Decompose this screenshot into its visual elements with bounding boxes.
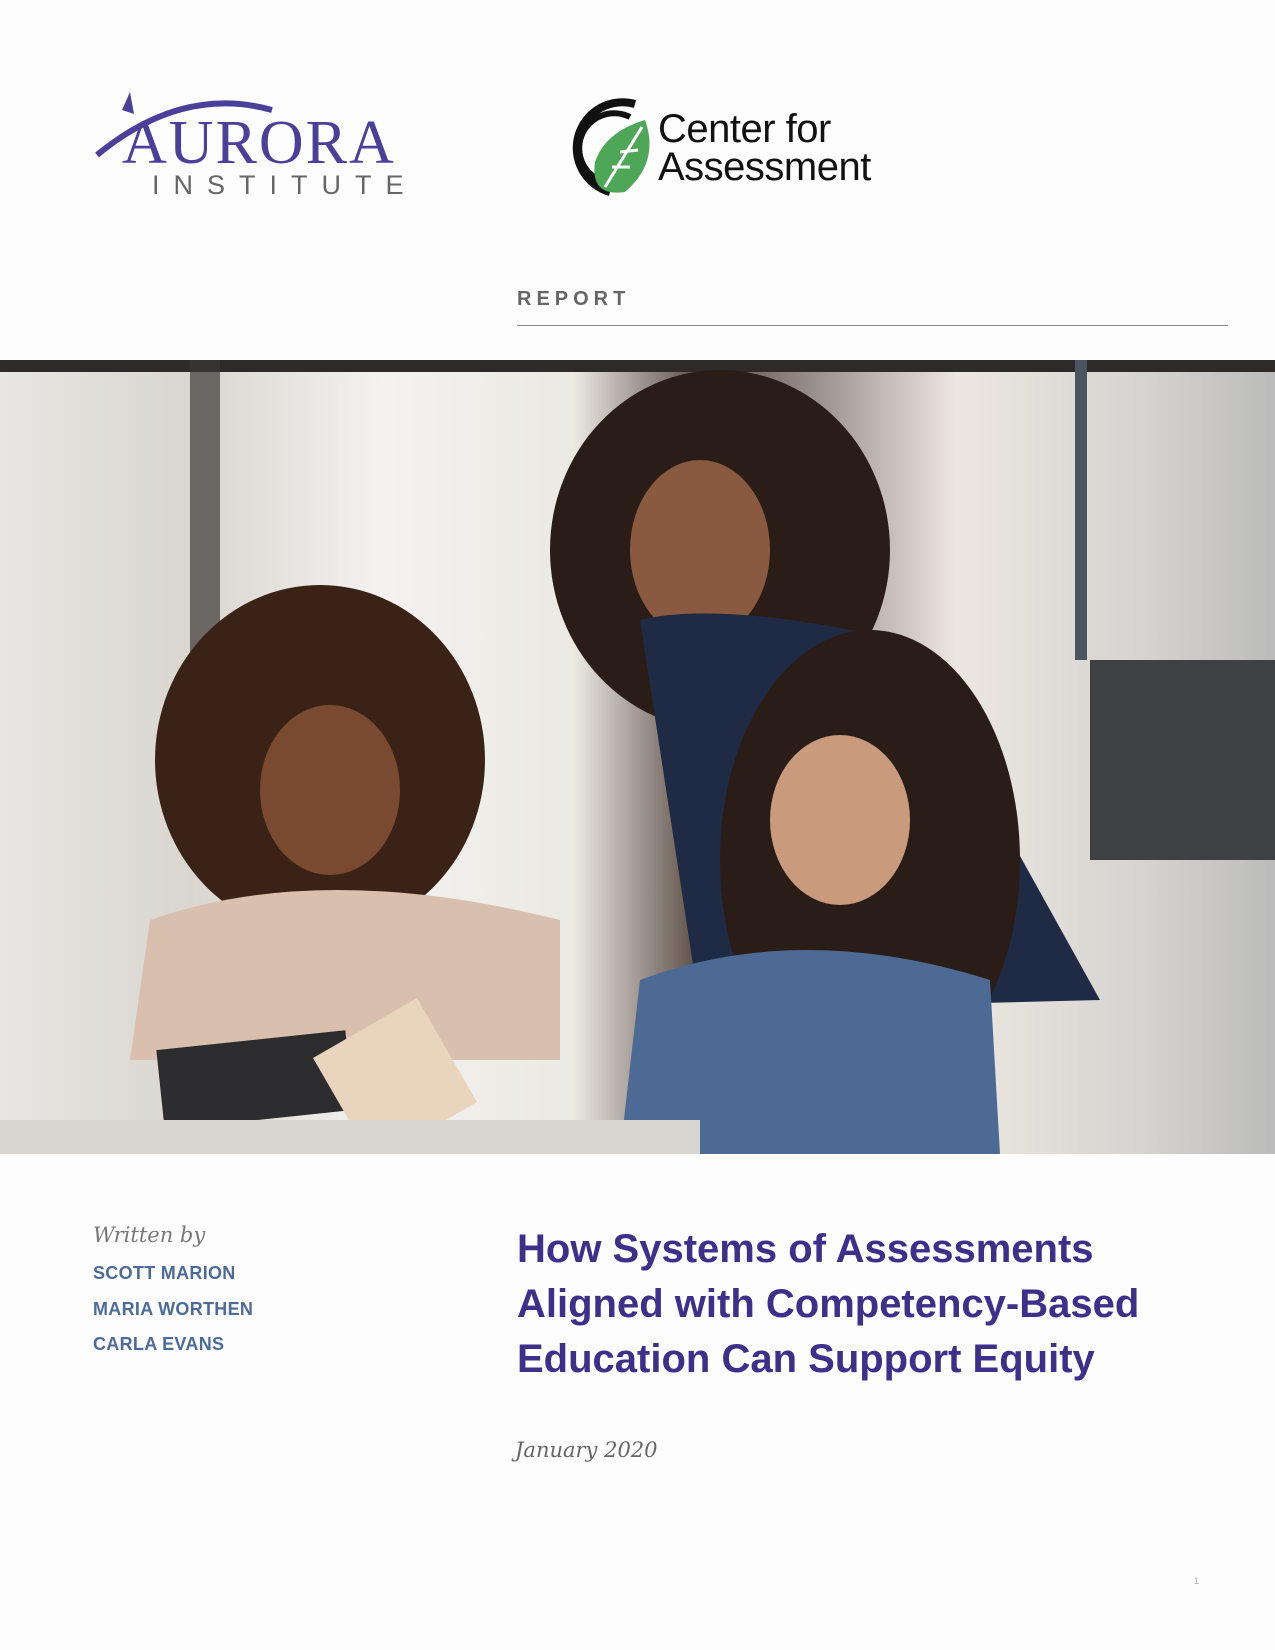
author-name: CARLA EVANS: [93, 1334, 225, 1354]
aurora-subtitle: INSTITUTE: [152, 170, 418, 200]
report-title: [517, 1222, 1217, 1387]
publication-date: January 2020: [515, 1438, 658, 1462]
report-label: REPORT: [517, 288, 631, 310]
author-name: MARIA WORTHEN: [93, 1299, 254, 1319]
cover-photo-classroom: [0, 360, 1275, 1154]
author-name: SCOTT MARION: [93, 1263, 236, 1283]
cfa-leaf-icon: [550, 92, 660, 202]
photo-illustration: [0, 360, 1275, 1154]
written-by-label: Written by: [93, 1223, 206, 1247]
title-line: How Systems of Assessments: [517, 1227, 1094, 1271]
page-number: 1: [1194, 1576, 1200, 1586]
report-divider: [517, 325, 1228, 326]
cfa-line1: Center for: [658, 107, 831, 151]
title-line: Education Can Support Equity: [517, 1337, 1095, 1381]
cfa-line2: Assessment: [658, 145, 871, 189]
center-for-assessment-logo: [550, 92, 880, 202]
aurora-wordmark: AURORA: [122, 109, 396, 177]
aurora-institute-logo: [92, 90, 427, 205]
title-line: Aligned with Competency-Based: [517, 1282, 1140, 1326]
